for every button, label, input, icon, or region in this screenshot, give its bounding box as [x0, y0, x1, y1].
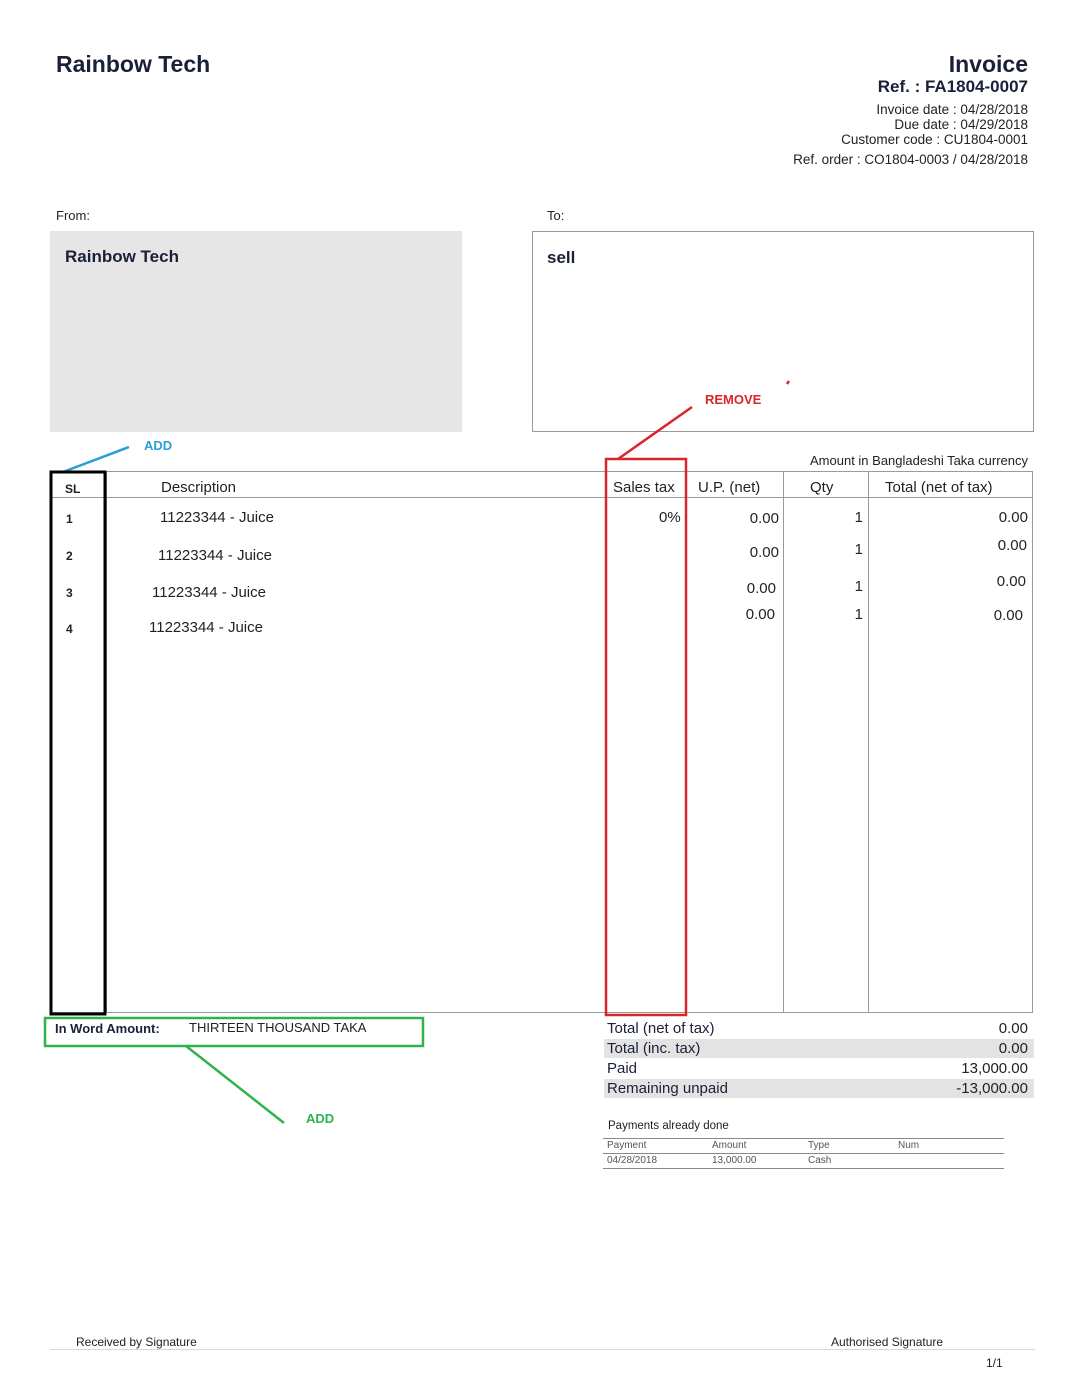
- summary-label: Total (net of tax): [607, 1020, 715, 1037]
- invoice-ref: Ref. : FA1804-0007: [877, 77, 1028, 96]
- ref-order: Ref. order : CO1804-0003 / 04/28/2018: [793, 152, 1028, 167]
- received-signature: Received by Signature: [76, 1335, 197, 1349]
- company-name: Rainbow Tech: [56, 51, 211, 77]
- row-total: 0.00: [996, 573, 1026, 590]
- payments-header-num: Num: [898, 1140, 920, 1151]
- header-sl: SL: [65, 482, 81, 496]
- summary-label: Remaining unpaid: [607, 1080, 728, 1097]
- row-sl: 3: [66, 586, 73, 600]
- row-unit-price: 0.00: [745, 606, 775, 623]
- payment-amount: 13,000.00: [712, 1155, 757, 1166]
- row-total: 0.00: [997, 537, 1027, 554]
- annotation-mark-red: [787, 381, 789, 384]
- row-total: 0.00: [998, 509, 1028, 526]
- row-tax: 0%: [659, 509, 681, 526]
- from-name: Rainbow Tech: [65, 247, 179, 266]
- annotation-add-words: ADD: [306, 1111, 335, 1126]
- annotation-arrow-red: [618, 407, 692, 459]
- row-qty: 1: [854, 509, 863, 526]
- row-description: 11223344 - Juice: [149, 619, 263, 636]
- row-unit-price: 0.00: [749, 544, 779, 561]
- annotation-box-sl: [51, 472, 105, 1014]
- footer-line: [50, 1349, 1035, 1350]
- authorised-signature: Authorised Signature: [831, 1335, 944, 1349]
- summary-value: 13,000.00: [961, 1060, 1028, 1077]
- in-word-label: In Word Amount:: [55, 1021, 160, 1036]
- customer-code: Customer code : CU1804-0001: [841, 132, 1028, 147]
- payments-header-amount: Amount: [712, 1140, 747, 1151]
- row-description: 11223344 - Juice: [152, 584, 266, 601]
- header-qty: Qty: [810, 479, 834, 496]
- header-description: Description: [161, 479, 237, 496]
- row-sl: 4: [66, 622, 73, 636]
- annotation-box-words: [45, 1018, 423, 1046]
- row-qty: 1: [854, 606, 863, 623]
- invoice-title: Invoice: [948, 51, 1028, 77]
- payments-header-payment: Payment: [607, 1140, 647, 1151]
- invoice-date: Invoice date : 04/28/2018: [876, 102, 1028, 117]
- summary-label: Total (inc. tax): [607, 1040, 701, 1057]
- summary-value: -13,000.00: [956, 1080, 1028, 1097]
- row-unit-price: 0.00: [749, 510, 779, 527]
- payments-header-type: Type: [808, 1140, 830, 1151]
- to-label: To:: [547, 208, 565, 223]
- due-date: Due date : 04/29/2018: [894, 117, 1028, 132]
- row-qty: 1: [854, 578, 863, 595]
- annotation-add-sl: ADD: [144, 438, 173, 453]
- annotation-arrow-blue: [63, 447, 129, 472]
- payment-date: 04/28/2018: [607, 1155, 658, 1166]
- summary-label: Paid: [607, 1060, 638, 1077]
- row-sl: 2: [66, 549, 73, 563]
- row-description: 11223344 - Juice: [158, 547, 272, 564]
- currency-note: Amount in Bangladeshi Taka currency: [810, 453, 1028, 468]
- summary-value: 0.00: [998, 1040, 1028, 1057]
- payment-type: Cash: [808, 1155, 832, 1166]
- page-number: 1/1: [986, 1356, 1003, 1370]
- row-total: 0.00: [993, 607, 1023, 624]
- payments-title: Payments already done: [608, 1120, 729, 1132]
- summary-value: 0.00: [998, 1020, 1028, 1037]
- row-description: 11223344 - Juice: [160, 509, 274, 526]
- header-unit-price: U.P. (net): [698, 479, 761, 496]
- row-qty: 1: [854, 541, 863, 558]
- from-label: From:: [56, 208, 90, 223]
- row-sl: 1: [66, 512, 73, 526]
- annotation-arrow-green: [186, 1046, 284, 1123]
- annotation-box-tax: [606, 459, 686, 1015]
- annotation-remove: REMOVE: [705, 392, 762, 407]
- header-total: Total (net of tax): [885, 479, 993, 496]
- header-sales-tax: Sales tax: [613, 479, 675, 496]
- row-unit-price: 0.00: [746, 580, 776, 597]
- in-word-value: THIRTEEN THOUSAND TAKA: [189, 1020, 367, 1035]
- to-name: sell: [547, 248, 576, 267]
